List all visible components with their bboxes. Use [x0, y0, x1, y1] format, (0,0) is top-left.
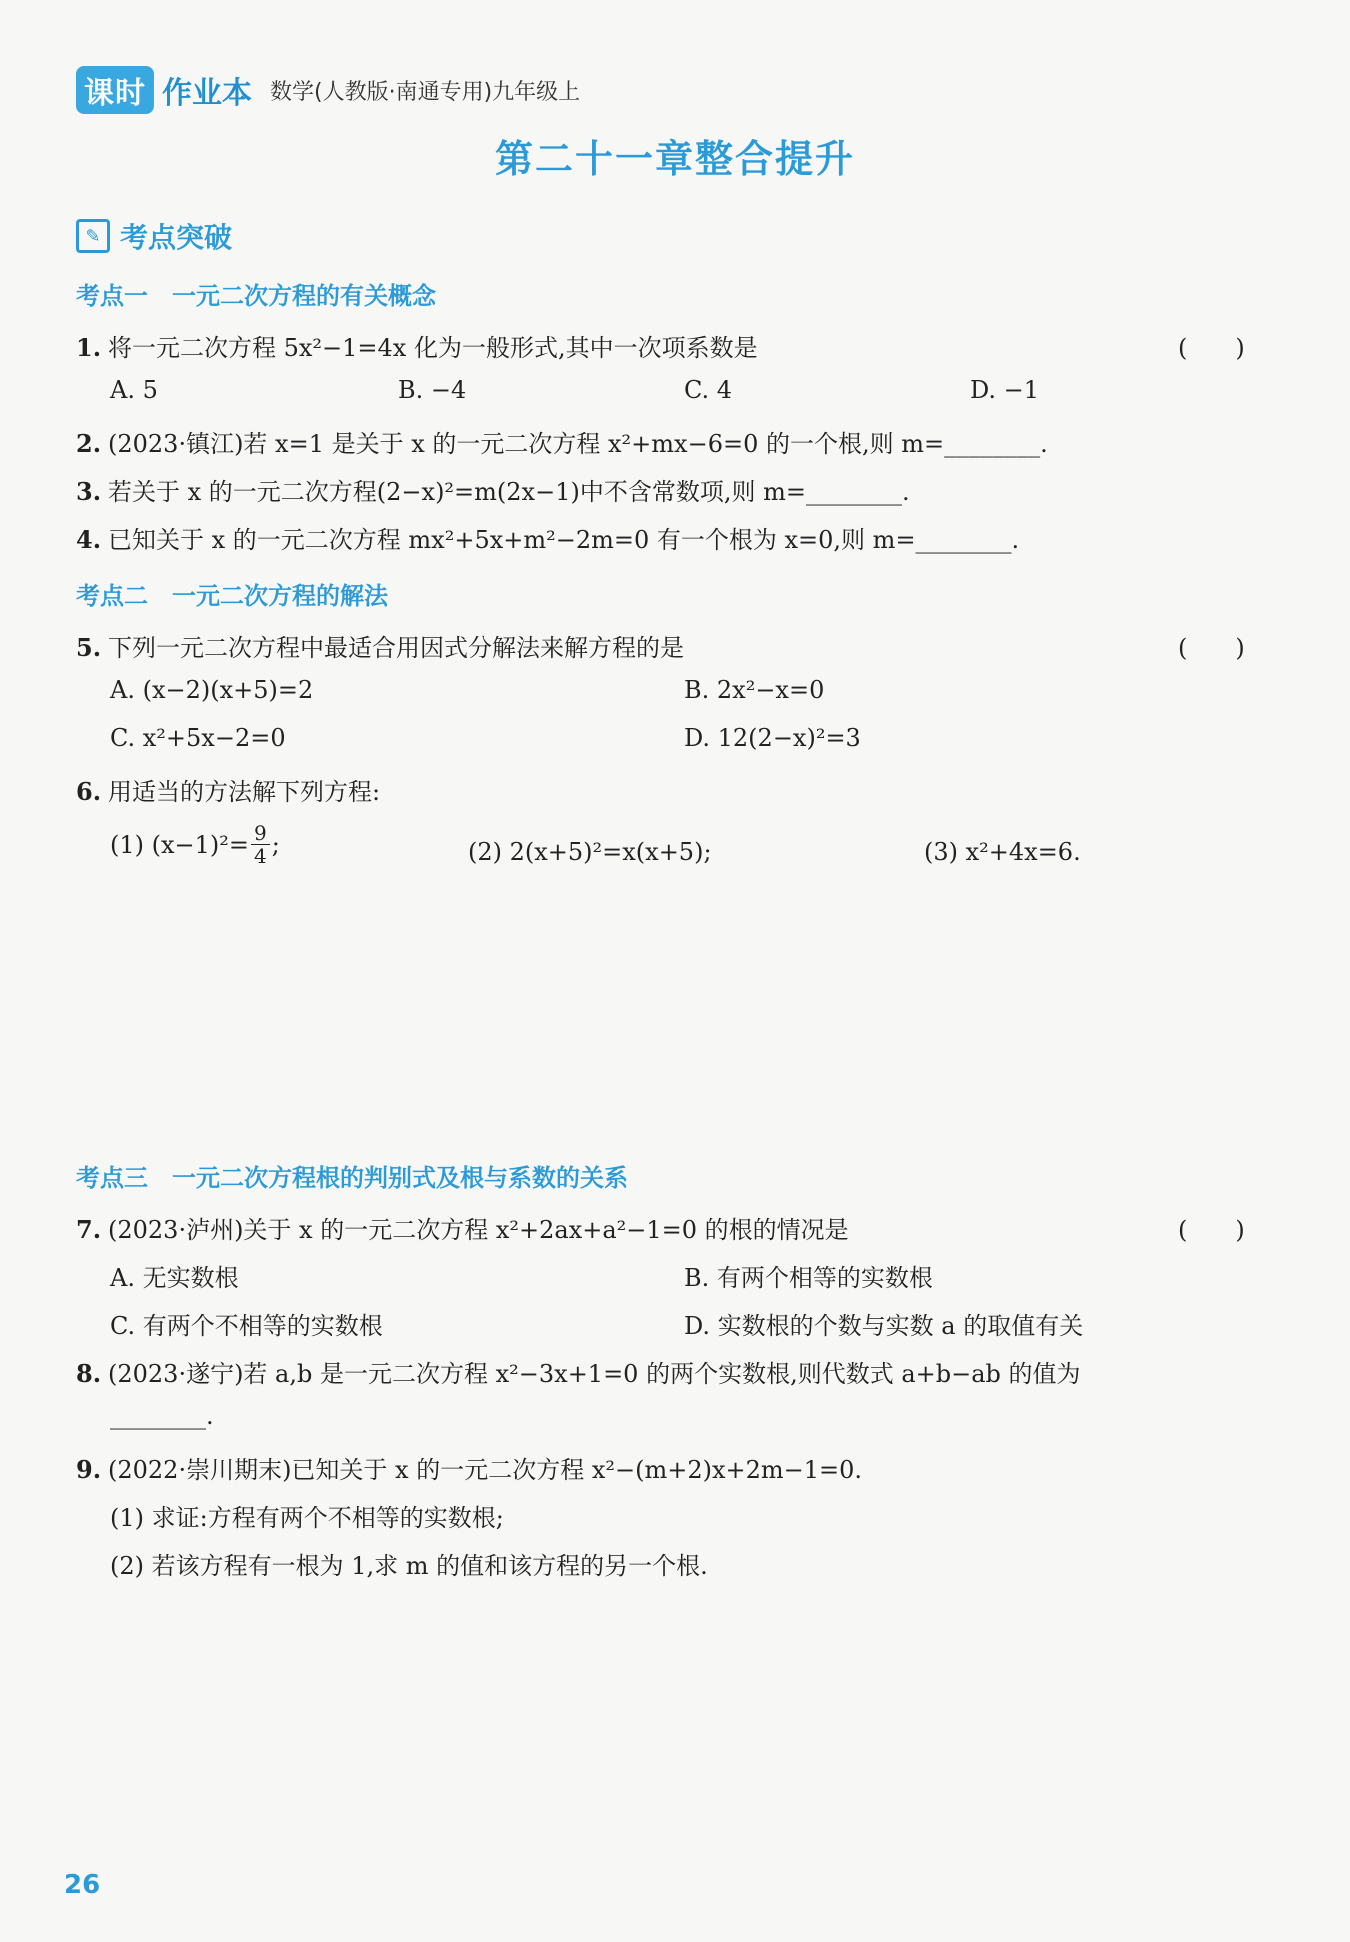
book-subtitle: 数学(人教版·南通专用)九年级上 — [270, 79, 581, 105]
option-a: A. 无实数根 — [110, 1264, 239, 1292]
sub-question-6-2: (2) 2(x+5)²=x(x+5); — [468, 838, 712, 866]
answer-paren-5: ( ) — [1178, 634, 1245, 662]
option-d: D. 12(2−x)²=3 — [684, 724, 861, 752]
option-a: A. (x−2)(x+5)=2 — [110, 676, 314, 704]
brand-logo: 课时 — [76, 66, 154, 114]
question-text: (2023·泸州)关于 x 的一元二次方程 x²+2ax+a²−1=0 的根的情况是 — [108, 1216, 849, 1244]
option-b: B. 有两个相等的实数根 — [684, 1264, 933, 1292]
fraction-denominator: 4 — [254, 844, 267, 868]
question-text: (2022·崇川期末)已知关于 x 的一元二次方程 x²−(m+2)x+2m−1=0. — [108, 1456, 863, 1484]
chapter-title: 第二十一章整合提升 — [494, 137, 855, 181]
question-4 — [76, 520, 1019, 555]
question-text: 若关于 x 的一元二次方程(2−x)²=m(2x−1)中不含常数项,则 m=________. — [108, 478, 910, 506]
question-number: 3. — [76, 477, 102, 506]
section-heading — [76, 216, 232, 256]
option-d: D. −1 — [970, 376, 1040, 404]
sub-question-6-3: (3) x²+4x=6. — [924, 838, 1081, 866]
question-6 — [76, 772, 380, 807]
question-5 — [76, 628, 684, 663]
question-number: 1. — [76, 333, 102, 362]
equation-left: (1) (x−1)²= — [110, 830, 249, 859]
question-number: 2. — [76, 429, 102, 458]
question-number: 5. — [76, 633, 102, 662]
question-number: 4. — [76, 525, 102, 554]
equation-end: ; — [271, 830, 280, 859]
option-c: C. 4 — [684, 376, 733, 404]
option-b: B. −4 — [398, 376, 467, 404]
answer-blank-8: ________. — [110, 1402, 214, 1430]
question-text: 下列一元二次方程中最适合用因式分解法来解方程的是 — [108, 634, 684, 662]
question-8 — [76, 1354, 1081, 1389]
answer-paren-7: ( ) — [1178, 1216, 1245, 1244]
option-d: D. 实数根的个数与实数 a 的取值有关 — [684, 1312, 1084, 1340]
pencil-icon: ✎ — [76, 219, 110, 253]
fraction — [251, 822, 270, 867]
sub-question-9-1: (1) 求证:方程有两个不相等的实数根; — [110, 1504, 504, 1532]
page-number: 26 — [64, 1870, 101, 1900]
sub-question-9-2: (2) 若该方程有一根为 1,求 m 的值和该方程的另一个根. — [110, 1552, 708, 1580]
question-text: 将一元二次方程 5x²−1=4x 化为一般形式,其中一次项系数是 — [108, 334, 758, 362]
question-1 — [76, 328, 758, 363]
question-number: 9. — [76, 1455, 102, 1484]
question-2 — [76, 424, 1048, 459]
header — [76, 66, 580, 114]
question-9 — [76, 1450, 862, 1485]
sub-question-6-1 — [110, 822, 280, 867]
question-text: 用适当的方法解下列方程: — [108, 778, 381, 806]
option-b: B. 2x²−x=0 — [684, 676, 825, 704]
topic-heading-3: 考点三 一元二次方程根的判别式及根与系数的关系 — [76, 1164, 628, 1192]
question-text: (2023·镇江)若 x=1 是关于 x 的一元二次方程 x²+mx−6=0 的一个根,则 m=________. — [108, 430, 1048, 458]
topic-heading-2: 考点二 一元二次方程的解法 — [76, 582, 388, 610]
fraction-numerator: 9 — [251, 822, 270, 845]
topic-heading-1: 考点一 一元二次方程的有关概念 — [76, 282, 436, 310]
answer-paren-1: ( ) — [1178, 334, 1245, 362]
question-number: 6. — [76, 777, 102, 806]
question-number: 7. — [76, 1215, 102, 1244]
question-number: 8. — [76, 1359, 102, 1388]
question-3 — [76, 472, 910, 507]
option-c: C. x²+5x−2=0 — [110, 724, 286, 752]
question-7 — [76, 1210, 849, 1245]
question-text: 已知关于 x 的一元二次方程 mx²+5x+m²−2m=0 有一个根为 x=0,则 m=________. — [108, 526, 1020, 554]
brand-name: 作业本 — [162, 76, 252, 111]
option-c: C. 有两个不相等的实数根 — [110, 1312, 383, 1340]
question-text: (2023·遂宁)若 a,b 是一元二次方程 x²−3x+1=0 的两个实数根,则代数式 a+b−ab 的值为 — [108, 1360, 1081, 1388]
section-label: 考点突破 — [120, 221, 233, 254]
option-a: A. 5 — [110, 376, 158, 404]
